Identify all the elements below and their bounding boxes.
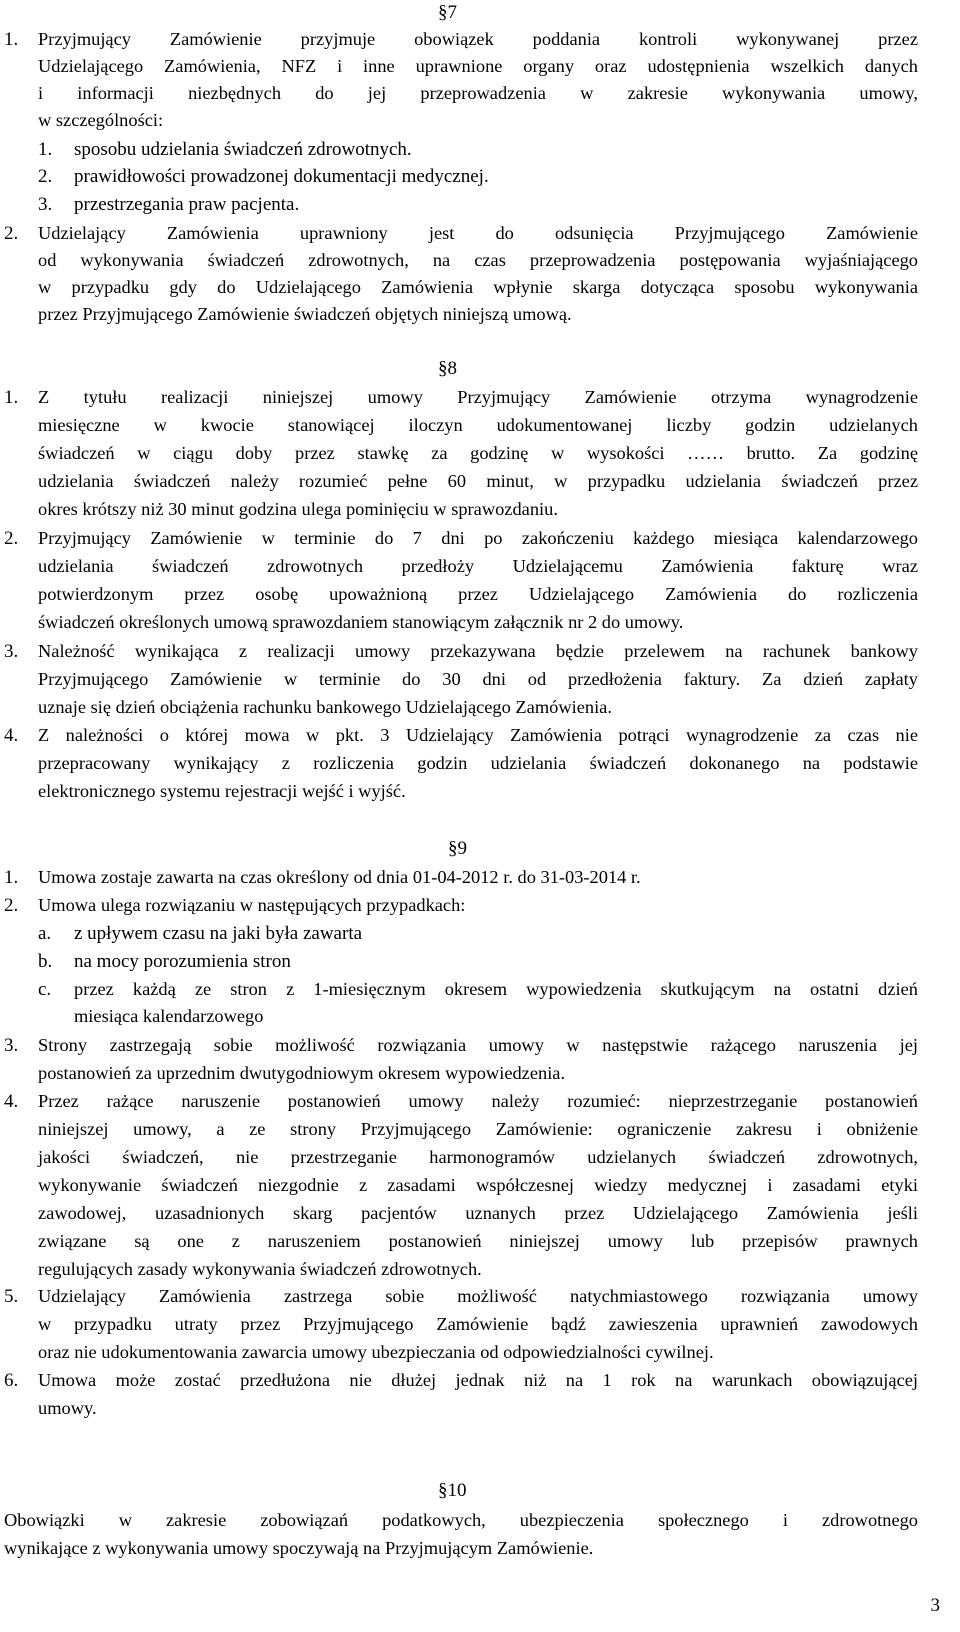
s9-p6-line-1: Umowa może zostać przedłużona nie dłużej jednak niż na 1 rok na warunkach obowiązującej bbox=[38, 1370, 918, 1390]
s8-p3-line-2: Przyjmującego Zamówienie w terminie do 30 dni od przedłożenia faktury. Za dzień zapłaty bbox=[38, 669, 918, 689]
s9-p4-line-1: Przez rażące naruszenie postanowień umowy należy rozumieć: nieprzestrzeganie postanowień bbox=[38, 1091, 918, 1111]
s9-p4-number: 4. bbox=[4, 1091, 19, 1112]
s7-p1-item-1-text: sposobu udzielania świadczeń zdrowotnych. bbox=[74, 139, 412, 160]
s8-p2-line-3: potwierdzonym przez osobę upoważnioną przez Udzielającego Zamówienia do rozliczenia bbox=[38, 584, 918, 604]
s9-p6-number: 6. bbox=[4, 1370, 19, 1391]
s9-p4-line-7: regulujących zasady wykonywania świadczeń zdrowotnych. bbox=[38, 1259, 482, 1279]
s7-p1-line-1: Przyjmujący Zamówienie przyjmuje obowiązek poddania kontroli wykonywanej przez bbox=[38, 29, 918, 49]
s8-p1-line-5: okres krótszy niż 30 minut godzina ulega pominięciu w sprawozdaniu. bbox=[38, 499, 558, 519]
s7-p1-item-2-text: prawidłowości prowadzonej dokumentacji medycznej. bbox=[74, 166, 489, 187]
s9-p2-item-a-letter: a. bbox=[38, 923, 52, 944]
s8-p2-line-1: Przyjmujący Zamówienie w terminie do 7 dni po zakończeniu każdego miesiąca kalendarzowego bbox=[38, 528, 918, 548]
s7-p2-line-1: Udzielający Zamówienia uprawniony jest do odsunięcia Przyjmującego Zamówienie bbox=[38, 223, 918, 243]
s10-line-2: wynikające z wykonywania umowy spoczywają na Przyjmującym Zamówienie. bbox=[4, 1538, 594, 1558]
s8-p1-line-4: udzielania świadczeń należy rozumieć pełne 60 minut, w przypadku udzielania świadczeń przez bbox=[38, 471, 918, 491]
section-heading-9: §9 bbox=[448, 838, 467, 859]
s8-p3-number: 3. bbox=[4, 641, 19, 662]
s9-p2-item-c-line-2: miesiąca kalendarzowego bbox=[74, 1006, 264, 1026]
s9-p5-line-2: w przypadku utraty przez Przyjmującego Zamówienie bądź zawieszenia uprawnień zawodowych bbox=[38, 1314, 918, 1334]
s9-p2-item-c-letter: c. bbox=[38, 979, 52, 1000]
s7-p1-item-3-text: przestrzegania praw pacjenta. bbox=[74, 194, 300, 215]
s7-p2-number: 2. bbox=[4, 223, 19, 244]
s9-p2-item-a-text: z upływem czasu na jaki była zawarta bbox=[74, 923, 363, 944]
s7-p1-item-3-number: 3. bbox=[38, 194, 53, 215]
s9-p4-line-2: niniejszej umowy, a ze strony Przyjmującego Zamówienie: ograniczenie zakresu i obniżenie bbox=[38, 1119, 918, 1139]
s7-p1-line-3: i informacji niezbędnych do jej przeprowadzenia w zakresie wykonywania umowy, bbox=[38, 83, 918, 103]
s8-p1-line-3: świadczeń w ciągu doby przez stawkę za godzinę w wysokości …… brutto. Za godzinę bbox=[38, 443, 918, 463]
s8-p4-line-3: elektronicznego systemu rejestracji wejść i wyjść. bbox=[38, 781, 406, 801]
s9-p2-item-b-letter: b. bbox=[38, 951, 53, 972]
s9-p4-line-5: zawodowej, uzasadnionych skarg pacjentów uznanych przez Udzielającego Zamówienia jeśli bbox=[38, 1203, 918, 1223]
s9-p3-line-2: postanowień za uprzednim dwutygodniowym okresem wypowiedzenia. bbox=[38, 1063, 566, 1083]
s9-p2-number: 2. bbox=[4, 895, 19, 916]
section-heading-8: §8 bbox=[438, 358, 457, 379]
s8-p1-number: 1. bbox=[4, 387, 19, 408]
s8-p2-number: 2. bbox=[4, 528, 19, 549]
s7-p2-line-4: przez Przyjmującego Zamówienie świadczeń objętych niniejszą umową. bbox=[38, 304, 572, 324]
s8-p3-line-3: uznaje się dzień obciążenia rachunku bankowego Udzielającego Zamówienia. bbox=[38, 697, 612, 717]
s8-p4-line-1: Z należności o której mowa w pkt. 3 Udzielający Zamówienia potrąci wynagrodzenie za czas nie bbox=[38, 725, 918, 745]
s7-p1-number: 1. bbox=[4, 29, 19, 50]
s10-line-1: Obowiązki w zakresie zobowiązań podatkowych, ubezpieczenia społecznego i zdrowotnego bbox=[4, 1510, 918, 1530]
s8-p1-line-2: miesięczne w kwocie stanowiącej iloczyn udokumentowanej liczby godzin udzielanych bbox=[38, 415, 918, 435]
s7-p2-line-2: od wykonywania świadczeń zdrowotnych, na czas przeprowadzenia postępowania wyjaśniającego bbox=[38, 250, 918, 270]
s8-p4-number: 4. bbox=[4, 725, 19, 746]
s8-p3-line-1: Należność wynikająca z realizacji umowy przekazywana będzie przelewem na rachunek bankowy bbox=[38, 641, 918, 661]
s8-p2-line-2: udzielania świadczeń zdrowotnych przedłoży Udzielającemu Zamówienia fakturę wraz bbox=[38, 556, 918, 576]
s9-p4-line-3: jakości świadczeń, nie przestrzeganie harmonogramów udzielanych świadczeń zdrowotnych, bbox=[38, 1147, 918, 1167]
s9-p3-number: 3. bbox=[4, 1035, 19, 1056]
s9-p2-item-c-line-1: przez każdą ze stron z 1-miesięcznym okresem wypowiedzenia skutkującym na ostatni dzień bbox=[74, 979, 918, 999]
s7-p1-line-2: Udzielającego Zamówienia, NFZ i inne uprawnione organy oraz udostępnienia wszelkich danych bbox=[38, 56, 918, 76]
s8-p4-line-2: przepracowany wynikający z rozliczenia godzin udzielania świadczeń dokonanego na podstawie bbox=[38, 753, 918, 773]
s9-p4-line-6: związane są one z naruszeniem postanowień niniejszej umowy lub przepisów prawnych bbox=[38, 1231, 918, 1251]
s9-p5-number: 5. bbox=[4, 1286, 19, 1307]
page-number: 3 bbox=[930, 1595, 940, 1616]
s9-p6-line-2: umowy. bbox=[38, 1398, 97, 1418]
s9-p1-number: 1. bbox=[4, 867, 19, 888]
s7-p1-item-2-number: 2. bbox=[38, 166, 53, 187]
section-heading-7: §7 bbox=[438, 2, 457, 23]
s7-p2-line-3: w przypadku gdy do Udzielającego Zamówienia wpłynie skarga dotycząca sposobu wykonywania bbox=[38, 277, 918, 297]
s9-p1-text: Umowa zostaje zawarta na czas określony od dnia 01-04-2012 r. do 31-03-2014 r. bbox=[38, 867, 641, 887]
s9-p5-line-3: oraz nie udokumentowania zawarcia umowy ubezpieczania od odpowiedzialności cywilnej. bbox=[38, 1342, 714, 1362]
s9-p5-line-1: Udzielający Zamówienia zastrzega sobie możliwość natychmiastowego rozwiązania umowy bbox=[38, 1286, 918, 1306]
s8-p2-line-4: świadczeń określonych umową sprawozdaniem stanowiącym załącznik nr 2 do umowy. bbox=[38, 612, 684, 632]
s9-p2-item-b-text: na mocy porozumienia stron bbox=[74, 951, 291, 972]
s7-p1-item-1-number: 1. bbox=[38, 139, 53, 160]
section-heading-10: §10 bbox=[438, 1480, 467, 1501]
s9-p3-line-1: Strony zastrzegają sobie możliwość rozwiązania umowy w następstwie rażącego naruszenia jej bbox=[38, 1035, 918, 1055]
s9-p4-line-4: wykonywanie świadczeń niezgodnie z zasadami współczesnej wiedzy medycznej i zasadami etyki bbox=[38, 1175, 918, 1195]
s7-p1-line-4: w szczególności: bbox=[38, 110, 164, 130]
s9-p2-text: Umowa ulega rozwiązaniu w następujących przypadkach: bbox=[38, 895, 466, 915]
s8-p1-line-1: Z tytułu realizacji niniejszej umowy Przyjmujący Zamówienie otrzyma wynagrodzenie bbox=[38, 387, 918, 407]
